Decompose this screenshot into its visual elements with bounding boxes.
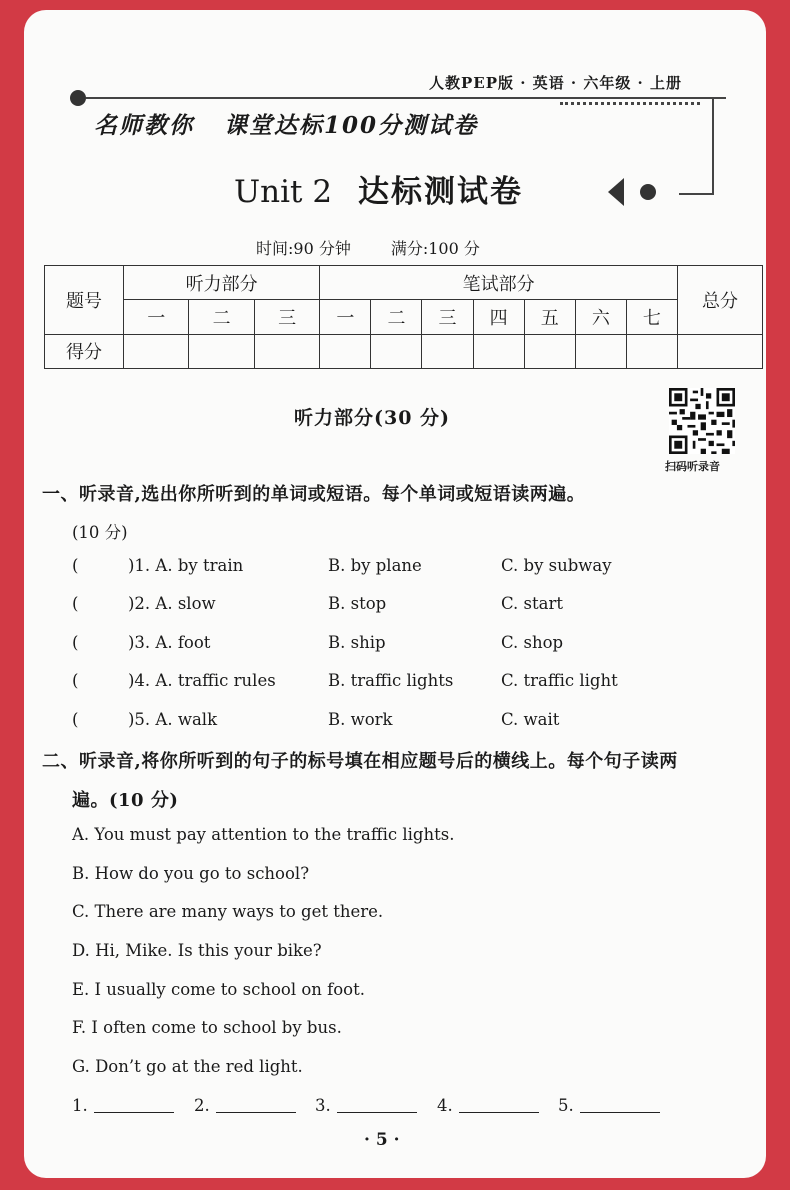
blank-number: 4.	[437, 1096, 453, 1115]
decor-right-hook	[679, 193, 714, 195]
option-a[interactable]: )1. A. by train	[128, 556, 244, 575]
sentence-item: E. I usually come to school on foot.	[72, 980, 365, 999]
col-header: 三	[422, 300, 473, 334]
full-score: 满分:100 分	[390, 239, 480, 258]
unit-label: Unit 2	[234, 174, 333, 210]
brand-title	[94, 107, 478, 140]
page-number: · 5 ·	[364, 1130, 400, 1150]
qr-code-icon[interactable]	[669, 388, 735, 454]
score-cell[interactable]	[422, 334, 473, 368]
blank-line[interactable]	[216, 1098, 296, 1113]
part2-title-cont: 遍。(10 分)	[72, 790, 179, 811]
option-c[interactable]: C. wait	[501, 710, 560, 729]
brand-right: 课堂达标100分测试卷	[224, 112, 479, 139]
option-b[interactable]: B. traffic lights	[328, 671, 454, 690]
option-a[interactable]: )3. A. foot	[128, 633, 211, 652]
col-header: 一	[320, 300, 371, 334]
option-b[interactable]: B. stop	[328, 594, 387, 613]
sentence-item: F. I often come to school by bus.	[72, 1018, 342, 1037]
score-cell[interactable]	[524, 334, 575, 368]
score-cell[interactable]	[575, 334, 626, 368]
col-header: 六	[575, 300, 626, 334]
option-c[interactable]: C. by subway	[501, 556, 612, 575]
answer-blank-2[interactable]	[194, 1096, 296, 1115]
blank-line[interactable]	[580, 1098, 660, 1113]
blank-number: 2.	[194, 1096, 210, 1115]
total-score-cell[interactable]	[678, 334, 763, 368]
option-a[interactable]: )5. A. walk	[128, 710, 218, 729]
sentence-item: B. How do you go to school?	[72, 864, 310, 883]
option-b[interactable]: B. work	[328, 710, 393, 729]
exam-page	[24, 10, 766, 1178]
col-header: 四	[473, 300, 524, 334]
option-b[interactable]: B. by plane	[328, 556, 422, 575]
col-header: 二	[189, 300, 254, 334]
paren-open: (	[72, 710, 79, 729]
listening-section-title: 听力部分(30 分)	[294, 407, 451, 429]
option-b[interactable]: B. ship	[328, 633, 386, 652]
row-header: 题号	[45, 266, 124, 335]
score-table	[44, 265, 763, 369]
time-limit: 时间:90 分钟	[256, 239, 351, 258]
score-cell[interactable]	[124, 334, 189, 368]
answer-blank-1[interactable]	[72, 1096, 174, 1115]
blank-number: 3.	[315, 1096, 331, 1115]
option-a[interactable]: )2. A. slow	[128, 594, 216, 613]
score-cell[interactable]	[473, 334, 524, 368]
blank-number: 5.	[558, 1096, 574, 1115]
col-header: 一	[124, 300, 189, 334]
blank-line[interactable]	[94, 1098, 174, 1113]
answer-blank-3[interactable]	[315, 1096, 417, 1115]
decor-dot-right	[640, 184, 656, 200]
sentence-item: A. You must pay attention to the traffic lights.	[72, 825, 455, 844]
part2-title: 二、听录音,将你所听到的句子的标号填在相应题号后的横线上。每个句子读两	[42, 751, 678, 772]
series-label: 人教PEP版 · 英语 · 六年级 · 上册	[429, 74, 682, 92]
part1-title: 一、听录音,选出你所听到的单词或短语。每个单词或短语读两遍。	[42, 484, 586, 505]
score-cell[interactable]	[254, 334, 319, 368]
score-label: 得分	[45, 334, 124, 368]
answer-blank-4[interactable]	[437, 1096, 539, 1115]
qr-caption: 扫码听录音	[665, 460, 720, 473]
option-c[interactable]: C. shop	[501, 633, 564, 652]
answer-blank-5[interactable]	[558, 1096, 660, 1115]
part1-points: (10 分)	[72, 523, 128, 542]
decor-top-line	[86, 97, 726, 99]
option-a[interactable]: )4. A. traffic rules	[128, 671, 276, 690]
paren-open: (	[72, 556, 79, 575]
sentence-item: G. Don’t go at the red light.	[72, 1057, 303, 1076]
sentence-item: D. Hi, Mike. Is this your bike?	[72, 941, 322, 960]
paren-open: (	[72, 594, 79, 613]
paren-open: (	[72, 633, 79, 652]
col-header: 二	[371, 300, 422, 334]
decor-dotted-line	[560, 102, 700, 105]
score-cell[interactable]	[371, 334, 422, 368]
total-header: 总分	[678, 266, 763, 335]
col-header: 三	[254, 300, 319, 334]
option-c[interactable]: C. traffic light	[501, 671, 618, 690]
sentence-item: C. There are many ways to get there.	[72, 902, 384, 921]
decor-right-line	[712, 98, 714, 194]
paren-open: (	[72, 671, 79, 690]
blank-line[interactable]	[337, 1098, 417, 1113]
col-header: 五	[524, 300, 575, 334]
page-title	[234, 166, 523, 211]
brand-left: 名师教你	[94, 112, 194, 139]
col-header: 七	[626, 300, 677, 334]
time-info	[256, 236, 480, 259]
score-cell[interactable]	[189, 334, 254, 368]
listening-group-header: 听力部分	[124, 266, 320, 300]
writing-group-header: 笔试部分	[320, 266, 678, 300]
option-c[interactable]: C. start	[501, 594, 563, 613]
decor-triangle-icon	[608, 178, 624, 206]
test-name: 达标测试卷	[358, 174, 524, 210]
decor-dot-left	[70, 90, 86, 106]
blank-number: 1.	[72, 1096, 88, 1115]
score-cell[interactable]	[626, 334, 677, 368]
score-cell[interactable]	[320, 334, 371, 368]
blank-line[interactable]	[459, 1098, 539, 1113]
